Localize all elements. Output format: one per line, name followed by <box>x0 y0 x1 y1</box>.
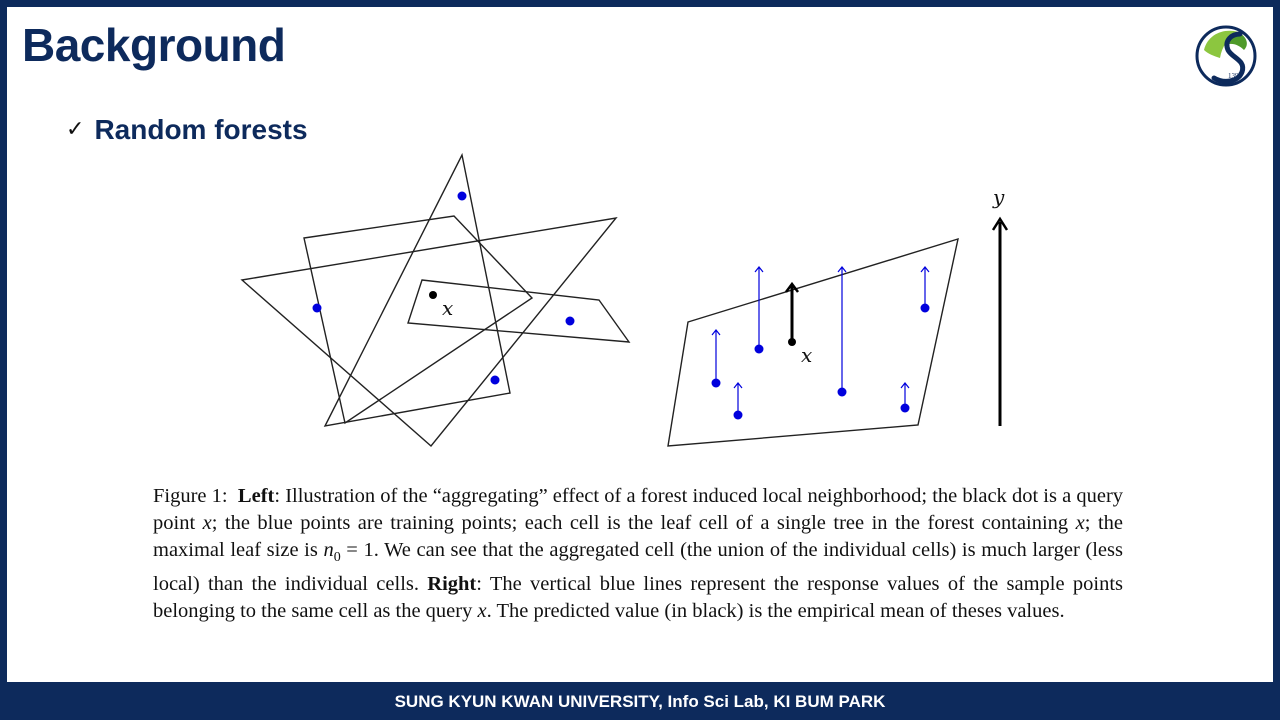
training-point <box>755 345 764 354</box>
query-point <box>429 291 437 299</box>
query-label: x <box>442 296 454 320</box>
right-training-points <box>712 304 930 420</box>
training-point <box>458 192 467 201</box>
query-label-right: x <box>801 343 813 367</box>
query-point-right <box>788 338 796 346</box>
right-cell <box>668 239 958 446</box>
bullet-item <box>66 114 308 146</box>
training-point <box>734 411 743 420</box>
y-axis <box>993 219 1007 426</box>
training-point <box>313 304 322 313</box>
slide-title: Background <box>22 19 286 71</box>
response-lines <box>712 267 929 415</box>
left-panel <box>242 155 629 446</box>
cell-quadrilateral <box>304 216 532 423</box>
logo-year: 1398 <box>1228 72 1242 80</box>
cell-triangle-wide <box>242 218 616 446</box>
training-point <box>901 404 910 413</box>
checkmark-icon: ✓ <box>66 117 85 142</box>
training-point <box>491 376 500 385</box>
training-point <box>838 388 847 397</box>
university-logo <box>1194 20 1258 92</box>
bullet-text: Random forests <box>94 114 308 145</box>
cell-triangle-upward <box>325 155 510 426</box>
random-forest-figure <box>230 148 1030 458</box>
caption-figure-label: Figure 1: <box>153 485 228 507</box>
footer-text: SUNG KYUN KWAN UNIVERSITY, Info Sci Lab, KI BUM PARK <box>394 692 886 711</box>
caption-left-label: Left <box>237 485 275 507</box>
caption-right-label: Right <box>427 573 477 596</box>
left-training-points <box>313 192 575 385</box>
training-point <box>921 304 930 313</box>
y-axis-label: y <box>993 185 1005 209</box>
predicted-value <box>786 284 798 342</box>
figure-caption: Figure 1: Left: Illustration of the “aggregating” effect of a forest induced local neighborhood; the black dot is a query point x; the blue points are training points; each cell is the leaf cell of a single tree in the forest containing x; the maximal leaf size is $n_0 = 1$. We can see that the aggregated cell (the union of the individual cells) is much larger (less local) than the individual cells. Right: The vertical blue lines represent the response values of the sample points belonging to the same cell as the query x. The predicted value (in black) is the empirical mean of theses values. <box>153 485 1124 623</box>
footer-bar <box>0 682 1280 720</box>
training-point <box>566 317 575 326</box>
training-point <box>712 379 721 388</box>
